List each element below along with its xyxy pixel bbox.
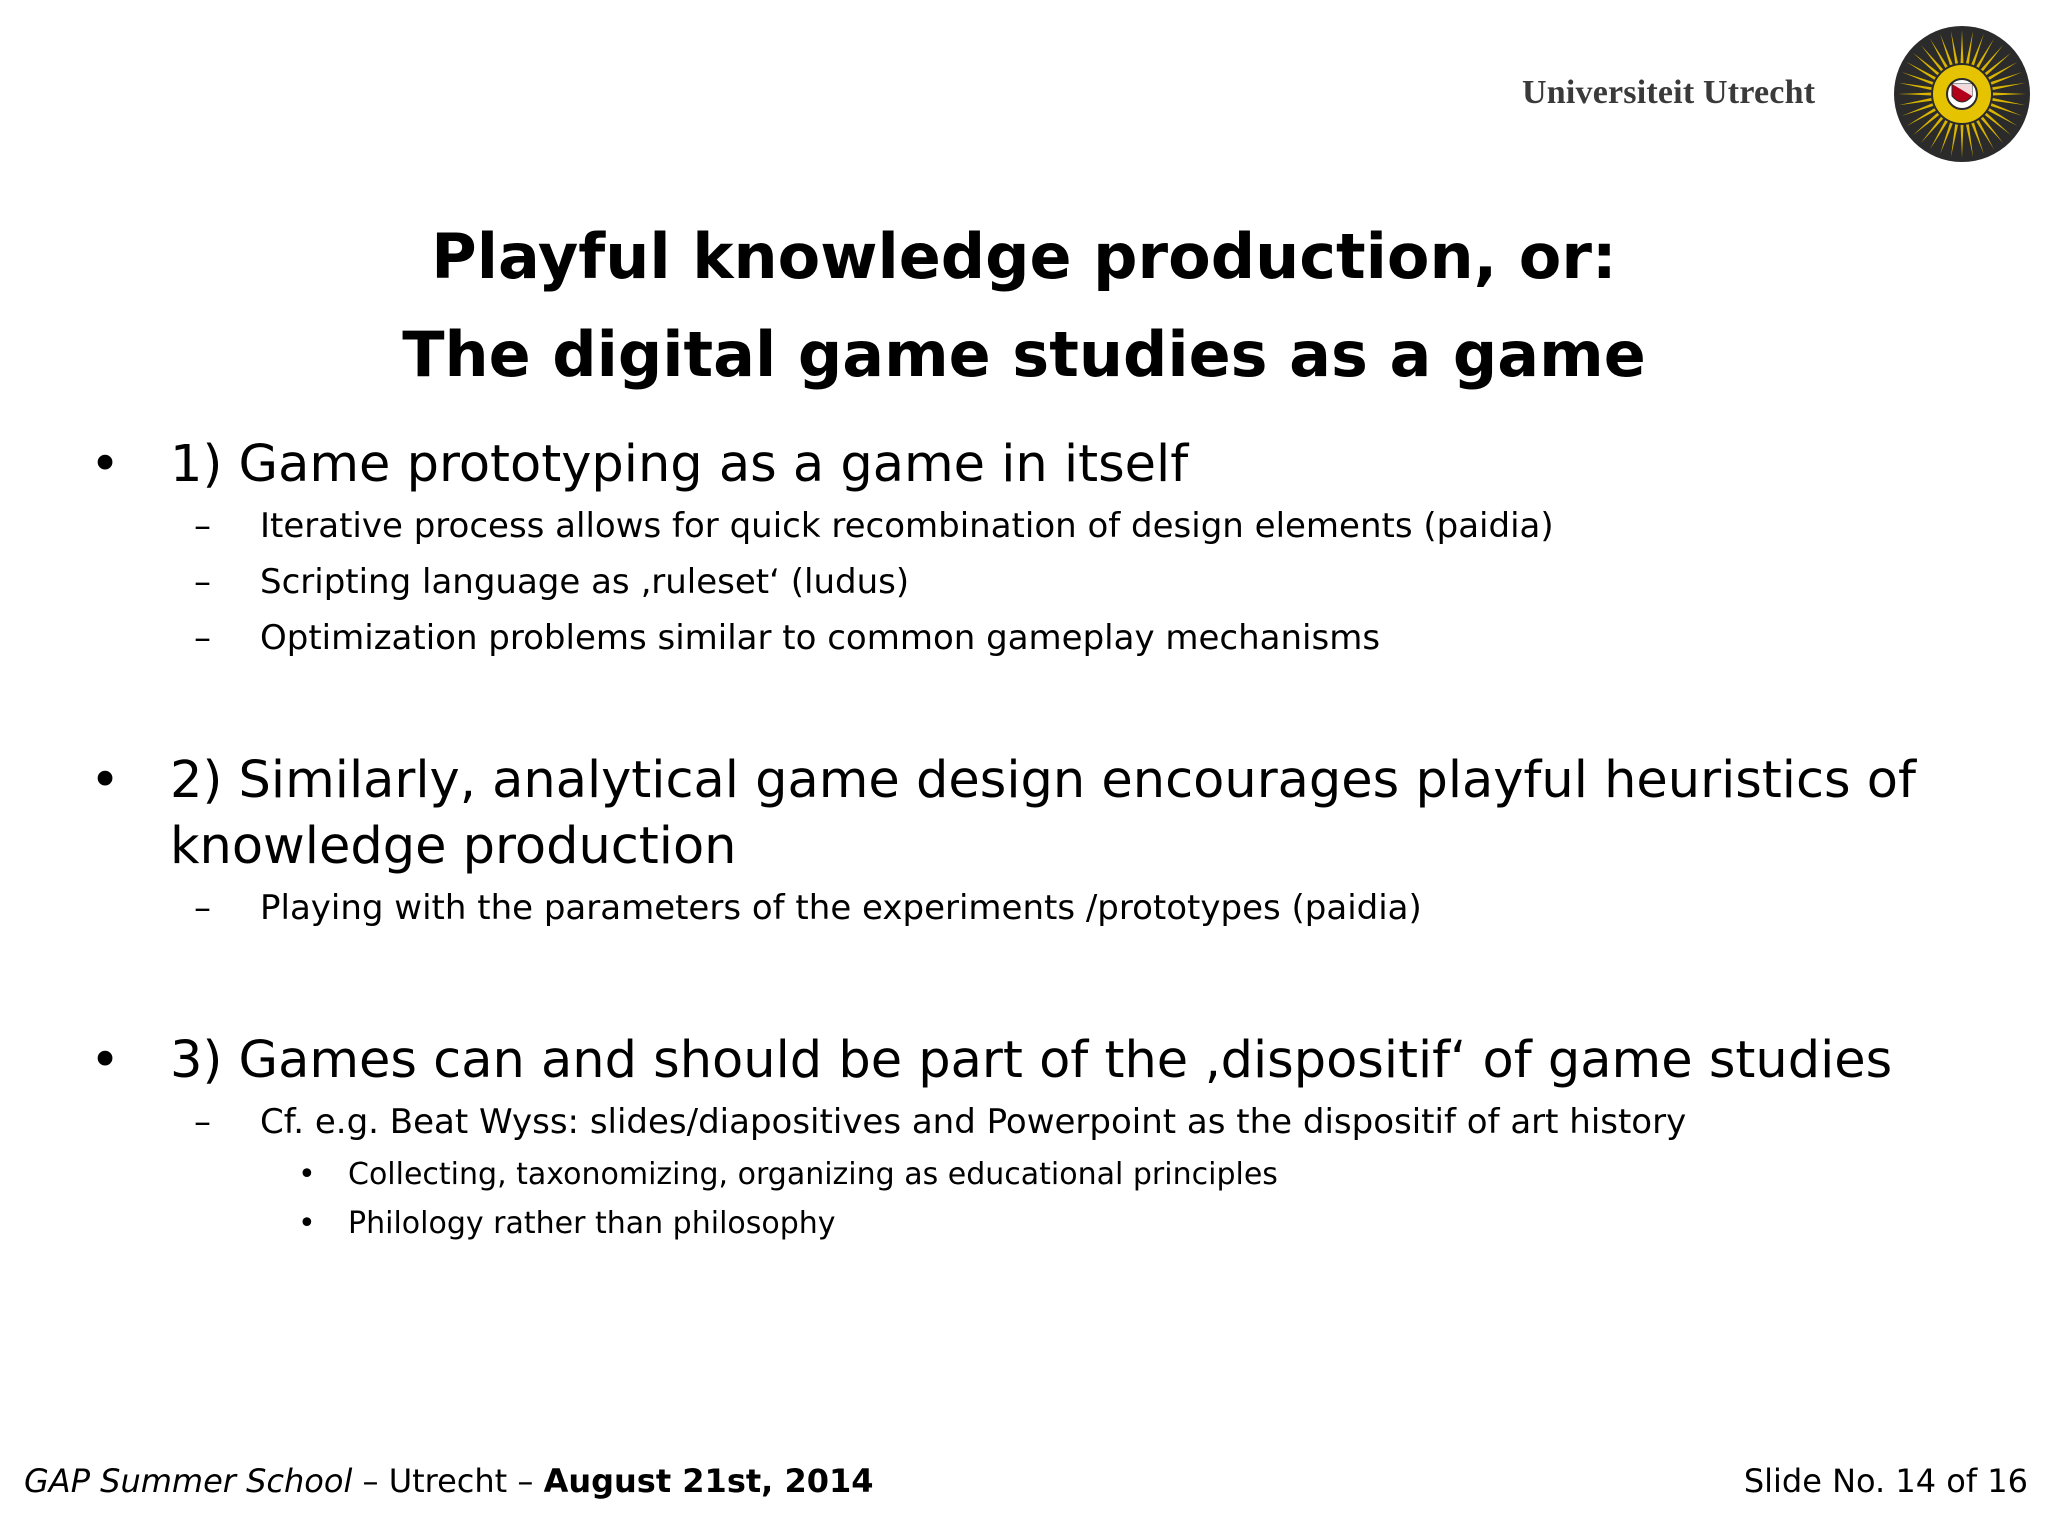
bullet-1-sub-3 <box>90 610 1990 666</box>
bullet-2 <box>90 748 1990 880</box>
bullet-1-sub-1 <box>90 498 1990 554</box>
bullet-3 <box>90 1028 1990 1094</box>
bullet-1-sub-2-text: Scripting language as ‚ruleset‘ (ludus) <box>260 562 910 602</box>
university-seal-icon <box>1892 24 2032 164</box>
bullet-marker: • <box>90 1031 121 1090</box>
bullet-1-sub-3-text: Optimization problems similar to common gameplay mechanisms <box>260 618 1381 658</box>
dash-marker: – <box>194 562 211 602</box>
title-line-1: Playful knowledge production, or: <box>431 220 1617 293</box>
footer-separator-2: – <box>507 1462 544 1500</box>
slide-body <box>90 432 1990 1248</box>
bullet-marker: • <box>90 435 121 494</box>
footer-event: GAP Summer School <box>24 1462 353 1500</box>
bullet-1-text: 1) Game prototyping as a game in itself <box>170 435 1189 494</box>
footer-event-info <box>24 1462 874 1500</box>
bullet-3-subsub-1-text: Collecting, taxonomizing, organizing as educational principles <box>348 1157 1278 1192</box>
bullet-2-sub-1-text: Playing with the parameters of the experiments /prototypes (paidia) <box>260 888 1422 928</box>
dot-marker: • <box>298 1157 316 1192</box>
slide-number: Slide No. 14 of 16 <box>1743 1462 2028 1500</box>
dash-marker: – <box>194 888 211 928</box>
bullet-3-subsub-1 <box>90 1150 1990 1199</box>
bullet-2-text-line-1: 2) Similarly, analytical game design encourages playful heuristics of <box>170 751 1916 810</box>
footer-city: Utrecht <box>388 1462 508 1500</box>
bullet-3-sub-1 <box>90 1094 1990 1150</box>
dash-marker: – <box>194 506 211 546</box>
title-line-2: The digital game studies as a game <box>402 318 1646 391</box>
bullet-1-sub-1-text: Iterative process allows for quick recombination of design elements (paidia) <box>260 506 1554 546</box>
bullet-3-subsub-2-text: Philology rather than philosophy <box>348 1206 836 1241</box>
dash-marker: – <box>194 1102 211 1142</box>
bullet-2-sub-1 <box>90 880 1990 936</box>
footer-date: August 21st, 2014 <box>543 1462 874 1500</box>
bullet-1 <box>90 432 1990 498</box>
footer-separator-1: – <box>352 1462 389 1500</box>
bullet-3-text: 3) Games can and should be part of the ‚dispositif‘ of game studies <box>170 1031 1893 1090</box>
bullet-marker: • <box>90 751 121 810</box>
dot-marker: • <box>298 1206 316 1241</box>
slide-title <box>0 208 2048 404</box>
bullet-3-subsub-2 <box>90 1199 1990 1248</box>
bullet-3-sub-1-text: Cf. e.g. Beat Wyss: slides/diapositives and Powerpoint as the dispositif of art history <box>260 1102 1687 1142</box>
institution-name: Universiteit Utrecht <box>1522 74 1816 111</box>
bullet-2-text-line-2: knowledge production <box>170 817 737 876</box>
dash-marker: – <box>194 618 211 658</box>
bullet-1-sub-2 <box>90 554 1990 610</box>
